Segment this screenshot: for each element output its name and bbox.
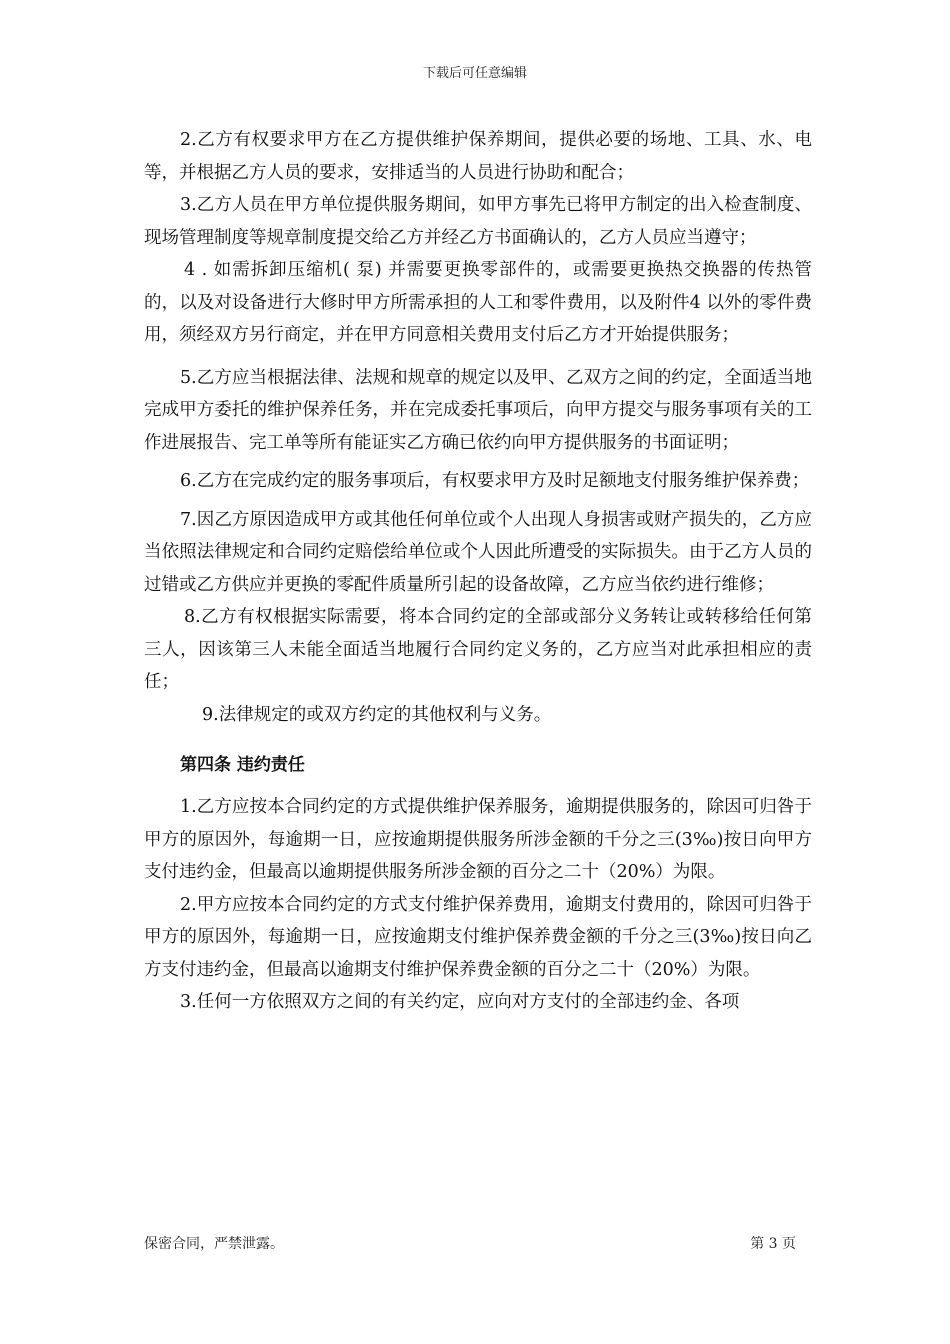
- confidential-notice: 保密合同，严禁泄露。: [144, 1236, 284, 1252]
- liability-paragraph-2: 2.甲方应按本合同约定的方式支付维护保养费用，逾期支付费用的，除因可归咎于甲方的原因外，每逾期一日，应按逾期支付维护保养费金额的千分之三(3‰)按日向乙方支付违约金，但最高以逾期支付维护保养费金额的百分之二十（20%）为限。: [144, 894, 812, 980]
- page-header: 下载后可任意编辑: [422, 66, 527, 81]
- liability-paragraph-1: 1.乙方应按本合同约定的方式提供维护保养服务，逾期提供服务的，除因可归咎于甲方的原因外，每逾期一日，应按逾期提供服务所涉金额的千分之三(3‰)按日向甲方支付违约金，但最高以逾期提供服务所涉金额的百分之二十（20%）为限。: [144, 797, 812, 882]
- document-body: [144, 124, 812, 1019]
- liability-paragraph-3: 3.任何一方依照双方之间的有关约定，应向对方支付的全部违约金、各项: [180, 992, 740, 1012]
- clause-paragraph-8: 8.乙方有权根据实际需要，将本合同约定的全部或部分义务转让或转移给任何第三人，因该第三人未能全面适当地履行合同约定义务的，乙方应当对此承担相应的责任；: [144, 607, 812, 692]
- clause-paragraph-7: 7.因乙方原因造成甲方或其他任何单位或个人出现人身损害或财产损失的，乙方应当依照法律规定和合同约定赔偿给单位或个人因此所遭受的实际损失。由于乙方人员的过错或乙方供应并更换的零配件质量所引起的设备故障，乙方应当依约进行维修；: [144, 509, 812, 595]
- section-heading: 第四条 违约责任: [180, 755, 305, 775]
- clause-paragraph-9: 9.法律规定的或双方约定的其他权利与义务。: [202, 704, 552, 725]
- clause-paragraph-5: 5.乙方应当根据法律、法规和规章的规定以及甲、乙双方之间的约定，全面适当地完成甲方委托的维护保养任务，并在完成委托事项后，向甲方提交与服务事项有关的工作进展报告、完工单等所有能证实乙方确已依约向甲方提供服务的书面证明；: [144, 367, 812, 453]
- page-number: 第 3 页: [750, 1236, 796, 1252]
- clause-paragraph-6: 6.乙方在完成约定的服务事项后，有权要求甲方及时足额地支付服务维护保养费；: [180, 471, 810, 491]
- clause-paragraph-3: 3.乙方人员在甲方单位提供服务期间，如甲方事先已将甲方制定的出入检查制度、现场管理制度等规章制度提交给乙方并经乙方书面确认的，乙方人员应当遵守；: [144, 195, 812, 248]
- clause-paragraph-4: 4 . 如需拆卸压缩机( 泵) 并需要更换零部件的，或需要更换热交换器的传热管的，以及对设备进行大修时甲方所需承担的人工和零件费用，以及附件4 以外的零件费用，须经双方另行商定，并在甲方同意相关费用支付后乙方才开始提供服务；: [144, 260, 812, 345]
- clause-paragraph-2: 2.乙方有权要求甲方在乙方提供维护保养期间，提供必要的场地、工具、水、电等，并根据乙方人员的要求，安排适当的人员进行协助和配合；: [144, 130, 812, 183]
